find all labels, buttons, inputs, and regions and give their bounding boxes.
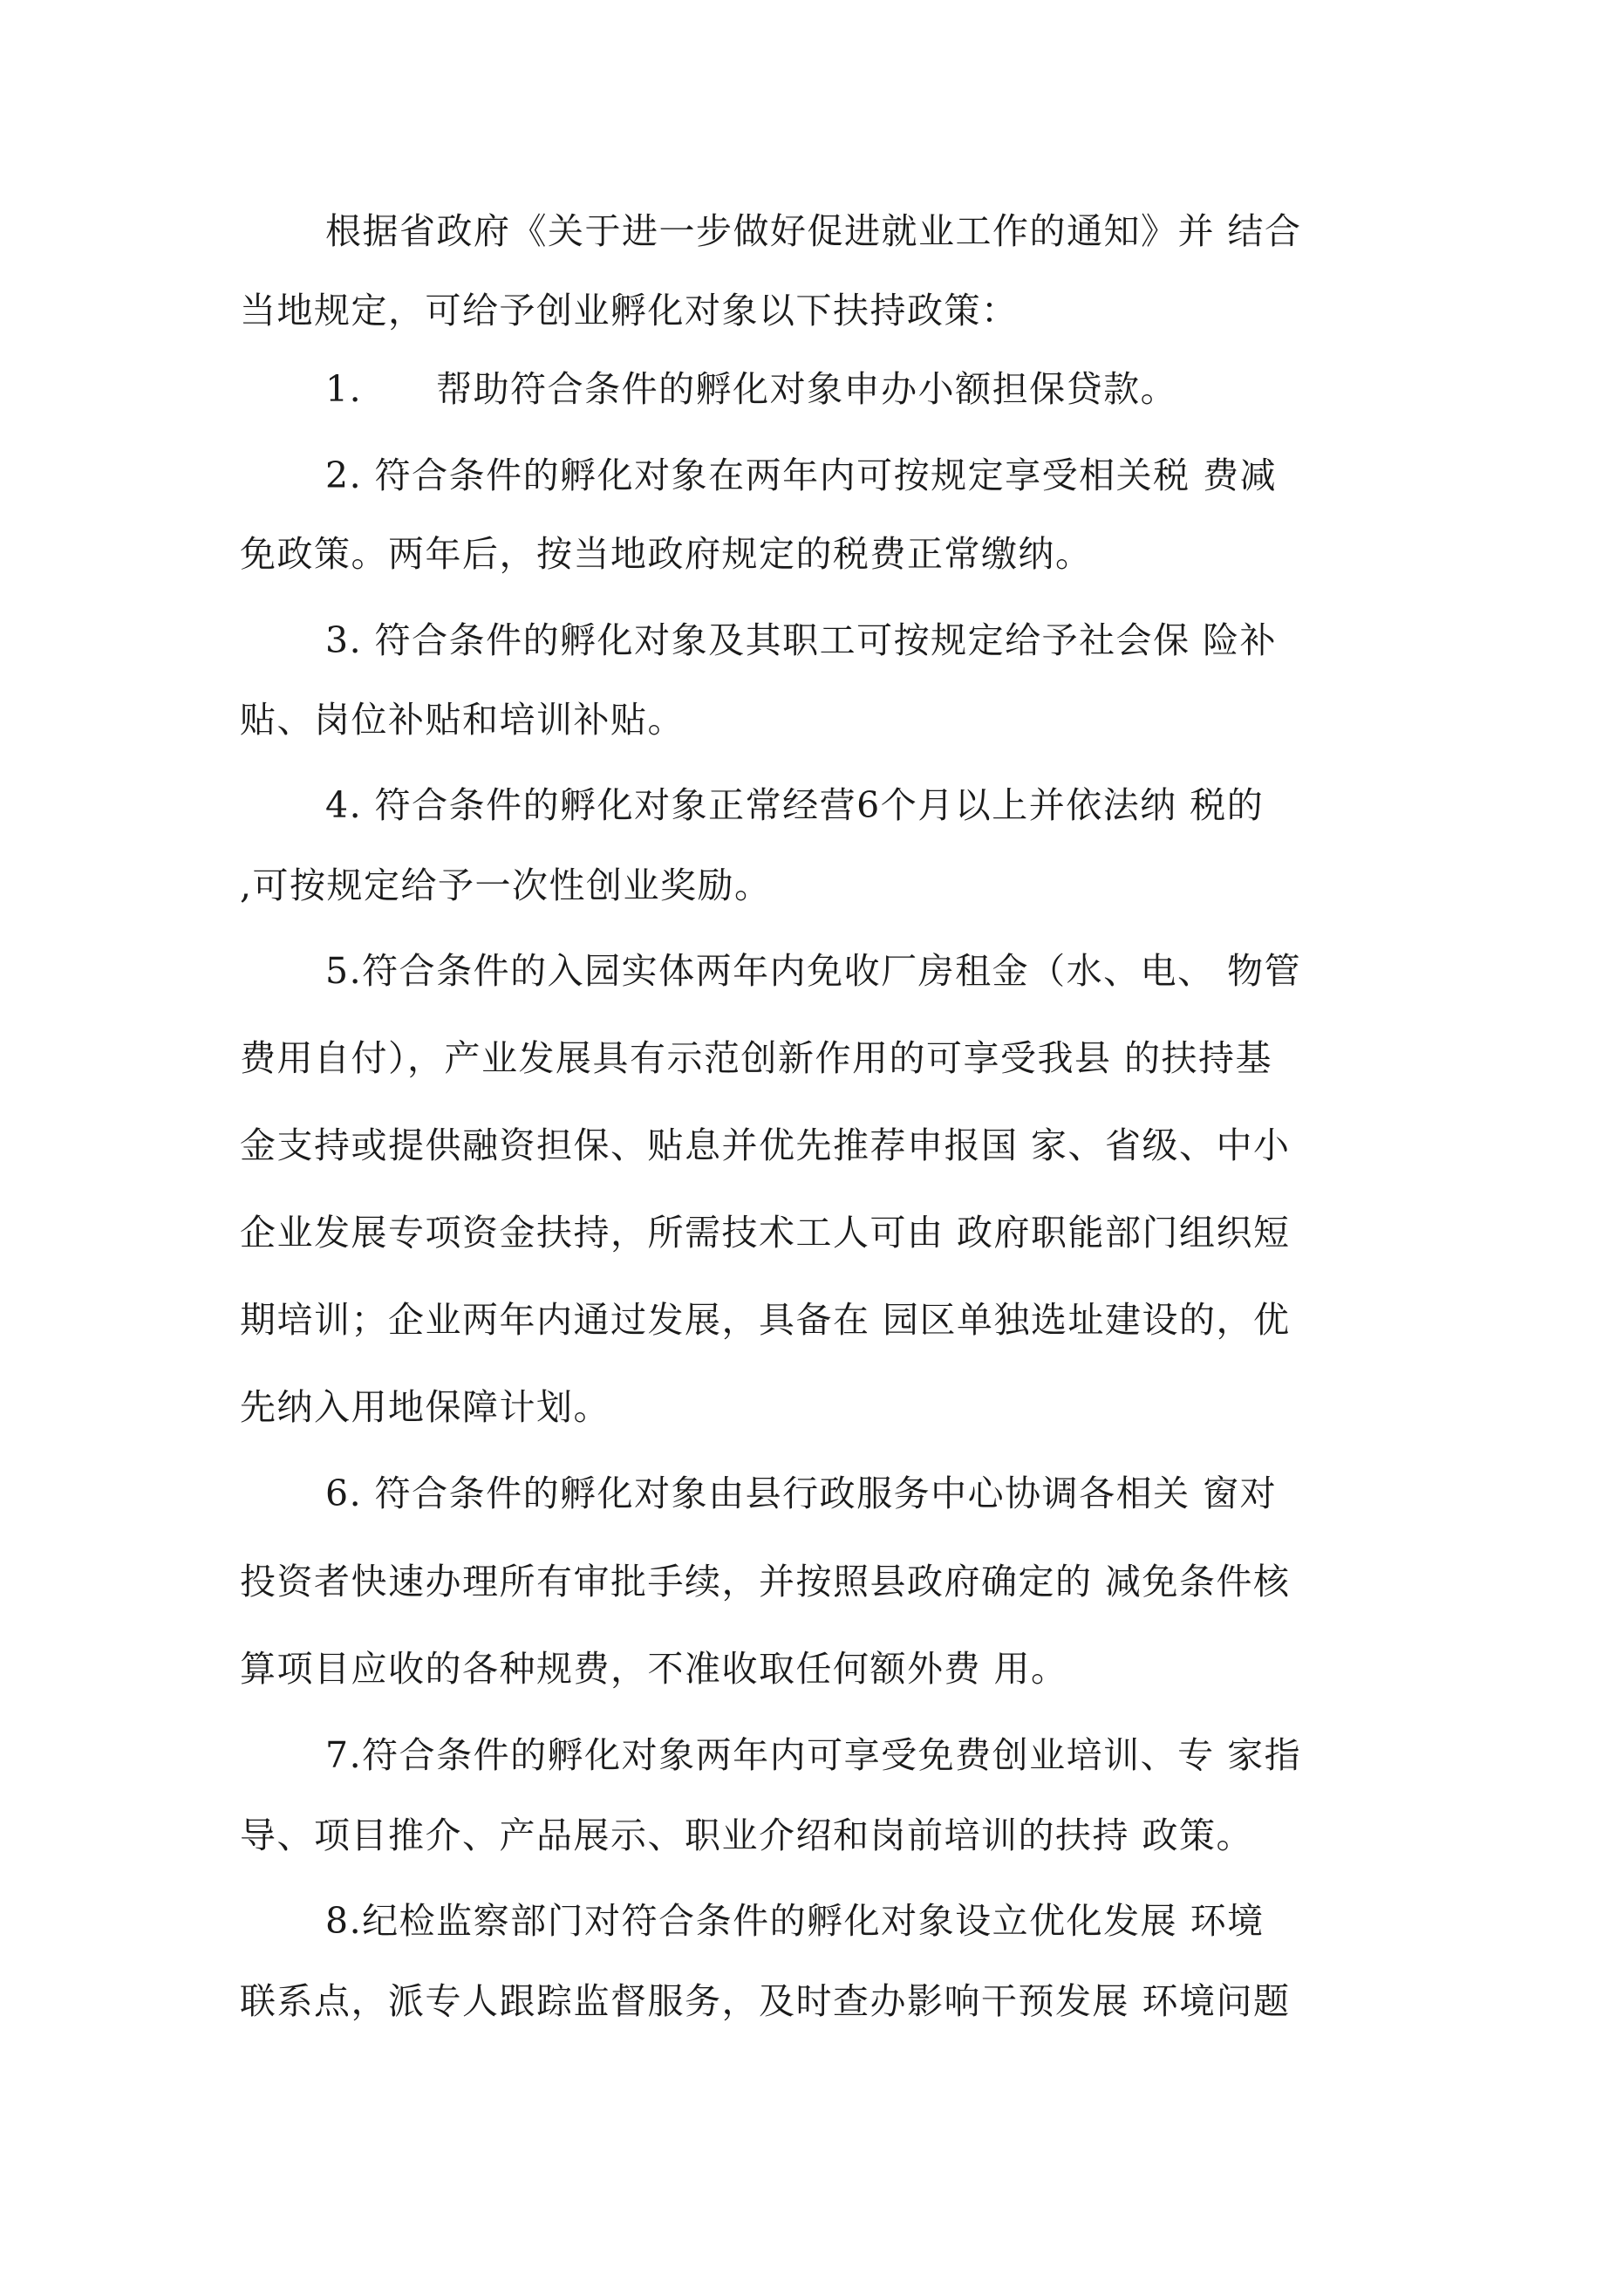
text-line: 4. 符合条件的孵化对象正常经营6个月以上并依法纳 税的 [325, 784, 1265, 826]
text-line: 联系点，派专人跟踪监督服务，及时查办影响干预发展 环境问题 [240, 1980, 1291, 2022]
text-line: 免政策。两年后，按当地政府规定的税费正常缴纳。 [240, 533, 1093, 575]
text-line: 1. 帮助符合条件的孵化对象申办小额担保贷款。 [325, 368, 1178, 410]
text-line: ,可按规定给予一次性创业奖励。 [240, 864, 772, 906]
text-line: 费用自付），产业发展具有示范创新作用的可享受我县 的扶持基 [240, 1037, 1273, 1079]
text-line: 投资者快速办理所有审批手续，并按照县政府确定的 减免条件核 [240, 1561, 1291, 1602]
text-line: 当地规定，可给予创业孵化对象以下扶持政策： [240, 290, 1019, 331]
text-line: 导、项目推介、产品展示、职业介绍和岗前培训的扶持 政策。 [240, 1814, 1254, 1856]
text-line: 先纳入用地保障计划。 [240, 1386, 610, 1428]
text-line: 贴、岗位补贴和培训补贴。 [240, 699, 685, 741]
text-line: 8.纪检监察部门对符合条件的孵化对象设立优化发展 环境 [325, 1900, 1265, 1942]
text-line: 2. 符合条件的孵化对象在两年内可按规定享受相关税 费减 [325, 454, 1278, 496]
text-line: 期培训；企业两年内通过发展，具备在 园区单独选址建设的，优 [240, 1299, 1291, 1341]
text-line: 5.符合条件的入园实体两年内免收厂房租金（水、电、 物管 [325, 950, 1302, 992]
text-line: 7.符合条件的孵化对象两年内可享受免费创业培训、专 家指 [325, 1734, 1302, 1776]
text-line: 3. 符合条件的孵化对象及其职工可按规定给予社会保 险补 [325, 619, 1278, 661]
text-line: 根据省政府《关于进一步做好促进就业工作的通知》并 结合 [325, 210, 1302, 252]
text-line: 6. 符合条件的孵化对象由县行政服务中心协调各相关 窗对 [325, 1473, 1278, 1514]
text-line: 金支持或提供融资担保、贴息并优先推荐申报国 家、省级、中小 [240, 1124, 1291, 1166]
text-line: 算项目应收的各种规费，不准收取任何额外费 用。 [240, 1648, 1068, 1690]
text-line: 企业发展专项资金扶持，所需技术工人可由 政府职能部门组织短 [240, 1212, 1291, 1254]
